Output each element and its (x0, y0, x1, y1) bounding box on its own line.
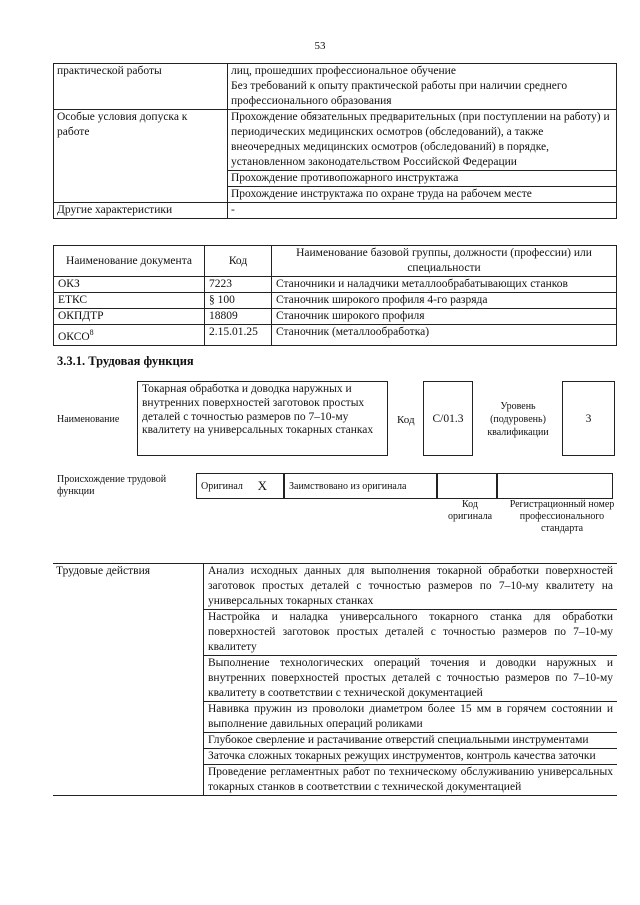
table-row (54, 110, 617, 171)
labor-actions-table (53, 563, 617, 796)
column-header: Наименование базовой группы, должности (профессии) или специальности (272, 246, 617, 277)
code-original-label: Код оригинала (447, 499, 493, 522)
doc-name: ОКЗ (54, 277, 205, 293)
cell-value: Прохождение противопожарного инструктажа (228, 171, 617, 187)
action-item: Анализ исходных данных для выполнения токарной обработки поверхностей заготовок простых деталей с точностью размеров по 7–10-му квалитету на универсальных токарных станках (204, 564, 618, 610)
page-number: 53 (314, 40, 326, 52)
column-header: Наименование документа (54, 246, 205, 277)
table-header-row (54, 246, 617, 277)
table-row (54, 325, 617, 346)
doc-code: 18809 (205, 309, 272, 325)
origin-label: Происхождение трудовой функции (57, 474, 167, 497)
doc-code: 7223 (205, 277, 272, 293)
doc-name (54, 325, 205, 346)
cell-value: Прохождение инструктажа по охране труда на рабочем месте (228, 187, 617, 203)
action-item: Настройка и наладка универсального токарного станка для обработки поверхностей заготовок простых деталей с точностью размеров по 7–10-му квалитету (204, 610, 618, 656)
row-label: Другие характеристики (54, 203, 228, 219)
name-label: Наименование (57, 414, 120, 425)
row-label: Особые условия допуска к работе (54, 110, 228, 203)
function-code: С/01.3 (423, 381, 473, 456)
table-row (54, 277, 617, 293)
table-row (54, 309, 617, 325)
requirements-table (53, 63, 617, 219)
doc-name: ОКПДТР (54, 309, 205, 325)
action-item: Проведение регламентных работ по техническому обслуживанию универсальных токарных станков в соответствии с технической документацией (204, 765, 618, 796)
original-cell (196, 473, 284, 499)
qualification-level: 3 (562, 381, 615, 456)
doc-name: ЕТКС (54, 293, 205, 309)
action-item: Заточка сложных токарных режущих инструментов, контроль качества заточки (204, 749, 618, 765)
cell-value: лиц, прошедших профессиональное обучение Без требований к опыту практической работы при наличии среднего профессионального образования (228, 64, 617, 110)
doc-code: 2.15.01.25 (205, 325, 272, 346)
cell-value: Прохождение обязательных предварительных (при поступлении на работу) и периодических медицинских осмотров (обследований), а также внеочередных медицинских осмотров (обследований) в порядке, установленном законодательством Российской Федерации (228, 110, 617, 171)
action-item: Глубокое сверление и растачивание отверстий специальными инструментами (204, 733, 618, 749)
doc-code: § 100 (205, 293, 272, 309)
original-label: Оригинал (201, 480, 243, 492)
table-row (53, 564, 617, 610)
table-row (54, 64, 617, 110)
profession-name: Станочник широкого профиля (272, 309, 617, 325)
profession-name: Станочник (металлообработка) (272, 325, 617, 346)
table-row (54, 203, 617, 219)
footnote-mark: 8 (89, 328, 94, 337)
original-mark: X (257, 478, 267, 493)
code-label: Код (397, 414, 415, 426)
row-label: практической работы (54, 64, 228, 110)
cell-value: - (228, 203, 617, 219)
reg-number-label: Регистрационный номер профессионального стандарта (509, 499, 615, 534)
reg-number-cell (497, 473, 613, 499)
doc-name-text: ОКСО (58, 330, 90, 343)
table-row (54, 293, 617, 309)
classifiers-table (53, 245, 617, 346)
row-label: Трудовые действия (53, 564, 204, 796)
profession-name: Станочник широкого профиля 4-го разряда (272, 293, 617, 309)
code-original-cell (437, 473, 497, 499)
section-title: 3.3.1. Трудовая функция (57, 354, 194, 368)
profession-name: Станочники и наладчики металлообрабатывающих станков (272, 277, 617, 293)
action-item: Навивка пружин из проволоки диаметром более 15 мм в горячем состоянии и выполнение давильных операций роликами (204, 702, 618, 733)
origin-row (196, 473, 613, 499)
borrowed-cell: Заимствовано из оригинала (284, 473, 437, 499)
action-item: Выполнение технологических операций точения и доводки наружных и внутренних поверхностей простых деталей с точностью размеров по 7–10-му квалитету в соответствии с технической документацией (204, 656, 618, 702)
level-label: Уровень (подуровень) квалификации (487, 401, 549, 438)
function-name: Токарная обработка и доводка наружных и внутренних поверхностей заготовок простых деталей с точностью размеров по 7–10-му квалитету на универсальных токарных станках (137, 381, 388, 456)
column-header: Код (205, 246, 272, 277)
